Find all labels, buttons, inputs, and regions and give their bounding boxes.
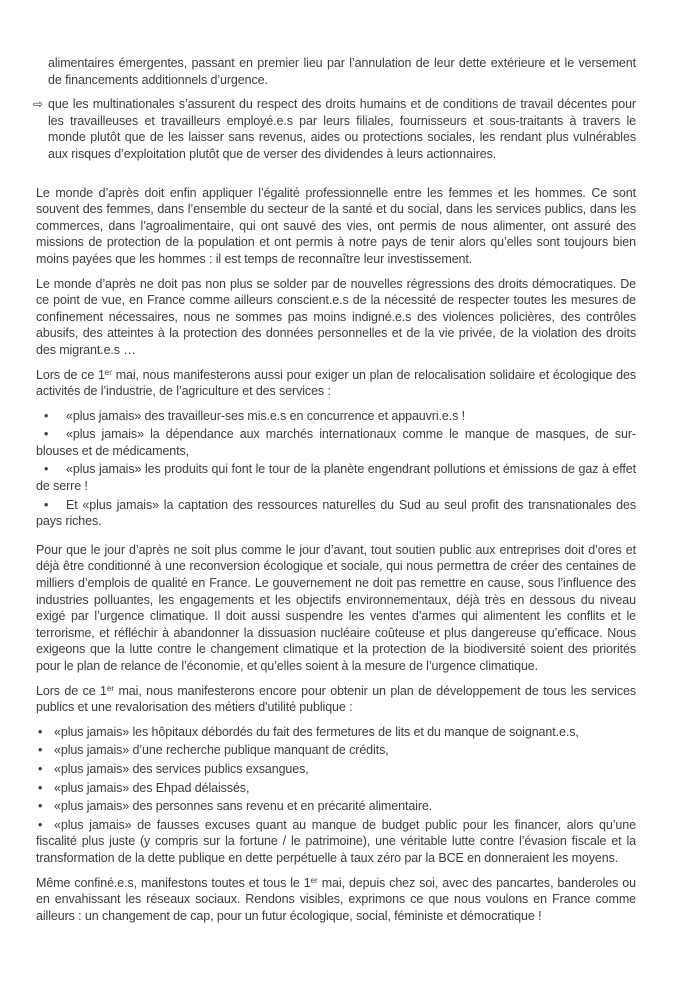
paragraph-intro-continuation: alimentaires émergentes, passant en premier lieu par l’annulation de leur dette extérieure et le versement de financements additionnels d’urgence.: [48, 56, 636, 87]
list-item: [36, 742, 636, 759]
paragraph-egalite: Le monde d’après doit enfin appliquer l’égalité professionnelle entre les femmes et les hommes. Ce sont souvent des femmes, dans l’ensemble du secteur de la santé et du social, dans les services publics, dans les commerces, dans l’agroalimentaire, qui ont sauvé des vies, ont permis de nous alimenter, ont assuré des missions de protection de la population et ont permis à notre pays de tenir alors qu’elles sont toujours bien moins payées que les hommes : il est temps de reconnaître leur investissement.: [36, 185, 636, 266]
list-item: [36, 761, 636, 778]
list-item-text: «plus jamais» les produits qui font le tour de la planète engendrant pollutions et émissions de gaz à effet de serre !: [36, 462, 636, 494]
list-item-text: Et «plus jamais» la captation des ressources naturelles du Sud au seul profit des transnationales des pays riches.: [36, 497, 636, 529]
paragraph-final-text: Même confiné.e.s, manifestons toutes et tous le 1: [36, 875, 311, 890]
paragraph-final-text: mai, depuis chez soi, avec des pancartes, banderoles ou en envahissant les réseaux sociaux. Rendons visibles, exprimons ce que nous voulons en France comme ailleurs : un changement de cap, pour un futur écologique, social, féministe et démocratique !: [36, 875, 636, 923]
paragraph-final: [36, 875, 636, 925]
list-item-text: «plus jamais» des personnes sans revenu et en précarité alimentaire.: [54, 799, 433, 814]
paragraph-relocalisation-text: mai, nous manifesterons aussi pour exiger un plan de relocalisation solidaire et écologique des activités de l’industrie, de l’agriculture et des services :: [36, 367, 636, 399]
paragraph-services-publics-text: mai, nous manifesterons encore pour obtenir un plan de développement de tous les services publics et une revalorisation des métiers d'utilité publique :: [36, 683, 636, 715]
list-item-text: «plus jamais» de fausses excuses quant au manque de budget public pour les financer, alors qu’une fiscalité plus juste (y compris sur la fortune / le patrimoine), une véritable lutte contre l’évasion fiscale et la transformation de la dette publique en dette perpétuelle à taux zéro par la BCE en donneraient les moyens.: [36, 817, 636, 865]
bullet-icon: •: [44, 497, 49, 512]
list-item-text: «plus jamais» d’une recherche publique manquant de crédits,: [54, 743, 389, 758]
ordinal-superscript: er: [310, 875, 318, 885]
list-item: [36, 461, 636, 494]
bullet-list-services-publics: [36, 724, 636, 867]
list-item-text: «plus jamais» des Ehpad délaissés,: [54, 780, 250, 795]
bullet-list-relocalisation: [36, 408, 636, 530]
list-item: [36, 497, 636, 530]
bullet-icon: •: [38, 761, 43, 776]
bullet-icon: •: [38, 817, 43, 832]
arrow-bullet-item: [33, 96, 636, 162]
ordinal-superscript: er: [106, 683, 115, 693]
list-item-text: «plus jamais» les hôpitaux débordés du fait des fermetures de lits et du manque de soignant.e.s,: [54, 724, 579, 739]
list-item: [36, 817, 636, 867]
list-item: [36, 408, 636, 425]
list-item: [36, 426, 636, 459]
list-item-text: «plus jamais» la dépendance aux marchés internationaux comme le manque de masques, de sur-blouses et de médicaments,: [36, 427, 636, 458]
bullet-icon: •: [38, 799, 43, 814]
bullet-icon: •: [44, 427, 49, 442]
list-item: [36, 798, 636, 815]
list-item-text: «plus jamais» des services publics exsangues,: [54, 761, 309, 776]
paragraph-services-publics: [36, 683, 636, 716]
paragraph-relocalisation: [36, 367, 636, 400]
bullet-icon: •: [38, 724, 43, 739]
paragraph-droits-democratiques: Le monde d’après ne doit pas non plus se solder par de nouvelles régressions des droits démocratiques. De ce point de vue, en France comme ailleurs conscient.e.s de la nécessité de respecter toutes les mesures de confinement nécessaires, nous ne sommes pas moins indigné.e.s des violences policières, des contrôles abusifs, des atteintes à la protection des données personnelles et de la vie privée, de la violation des droits des migrant.e.s …: [36, 276, 636, 357]
bullet-icon: •: [38, 780, 43, 795]
right-arrow-icon: ⇨: [33, 97, 43, 112]
paragraph-relocalisation-text: Lors de ce 1: [36, 367, 105, 382]
list-item-text: «plus jamais» des travailleur-ses mis.e.s en concurrence et appauvri.e.s !: [66, 408, 466, 423]
bullet-icon: •: [44, 462, 49, 477]
list-item: [36, 780, 636, 797]
ordinal-superscript: er: [104, 367, 112, 377]
arrow-item-text: que les multinationales s’assurent du respect des droits humains et de conditions de travail décentes pour les travailleuses et travailleurs employé.e.s par leurs filiales, fournisseurs et sous-traitants à travers le monde plutôt que de les laisser sans revenus, aides ou protections sociales, les rendant plus vulnérables aux risques d’exploitation plutôt que de verser des dividendes à leurs actionnaires.: [48, 97, 636, 161]
list-item: [36, 724, 636, 741]
paragraph-jour-dapres: Pour que le jour d’après ne soit plus comme le jour d’avant, tout soutien public aux entreprises doit d’ores et déjà être conditionné à une reconversion écologique et sociale, qui nous permettra de créer des centaines de milliers d’emplois de qualité en France. Le gouvernement ne doit pas remettre en cause, sous l’influence des industries polluantes, les engagements et les objectifs environnementaux, déjà très en dessous du niveau exigé par l’urgence climatique. Il doit aussi suspendre les ventes d’armes qui alimentent les conflits et le terrorisme, et réfléchir à abandonner la dissuasion nucléaire coûteuse et plus dangereuse qu’efficace. Nous exigeons que la lutte contre le changement climatique et la protection de la biodiversité soient des priorités pour le plan de relance de l’économie, et qu’elles soient à la mesure de l’urgence climatique.: [36, 542, 636, 673]
paragraph-services-publics-text: Lors de ce 1: [36, 683, 107, 698]
bullet-icon: •: [44, 408, 49, 423]
bullet-icon: •: [38, 743, 43, 758]
